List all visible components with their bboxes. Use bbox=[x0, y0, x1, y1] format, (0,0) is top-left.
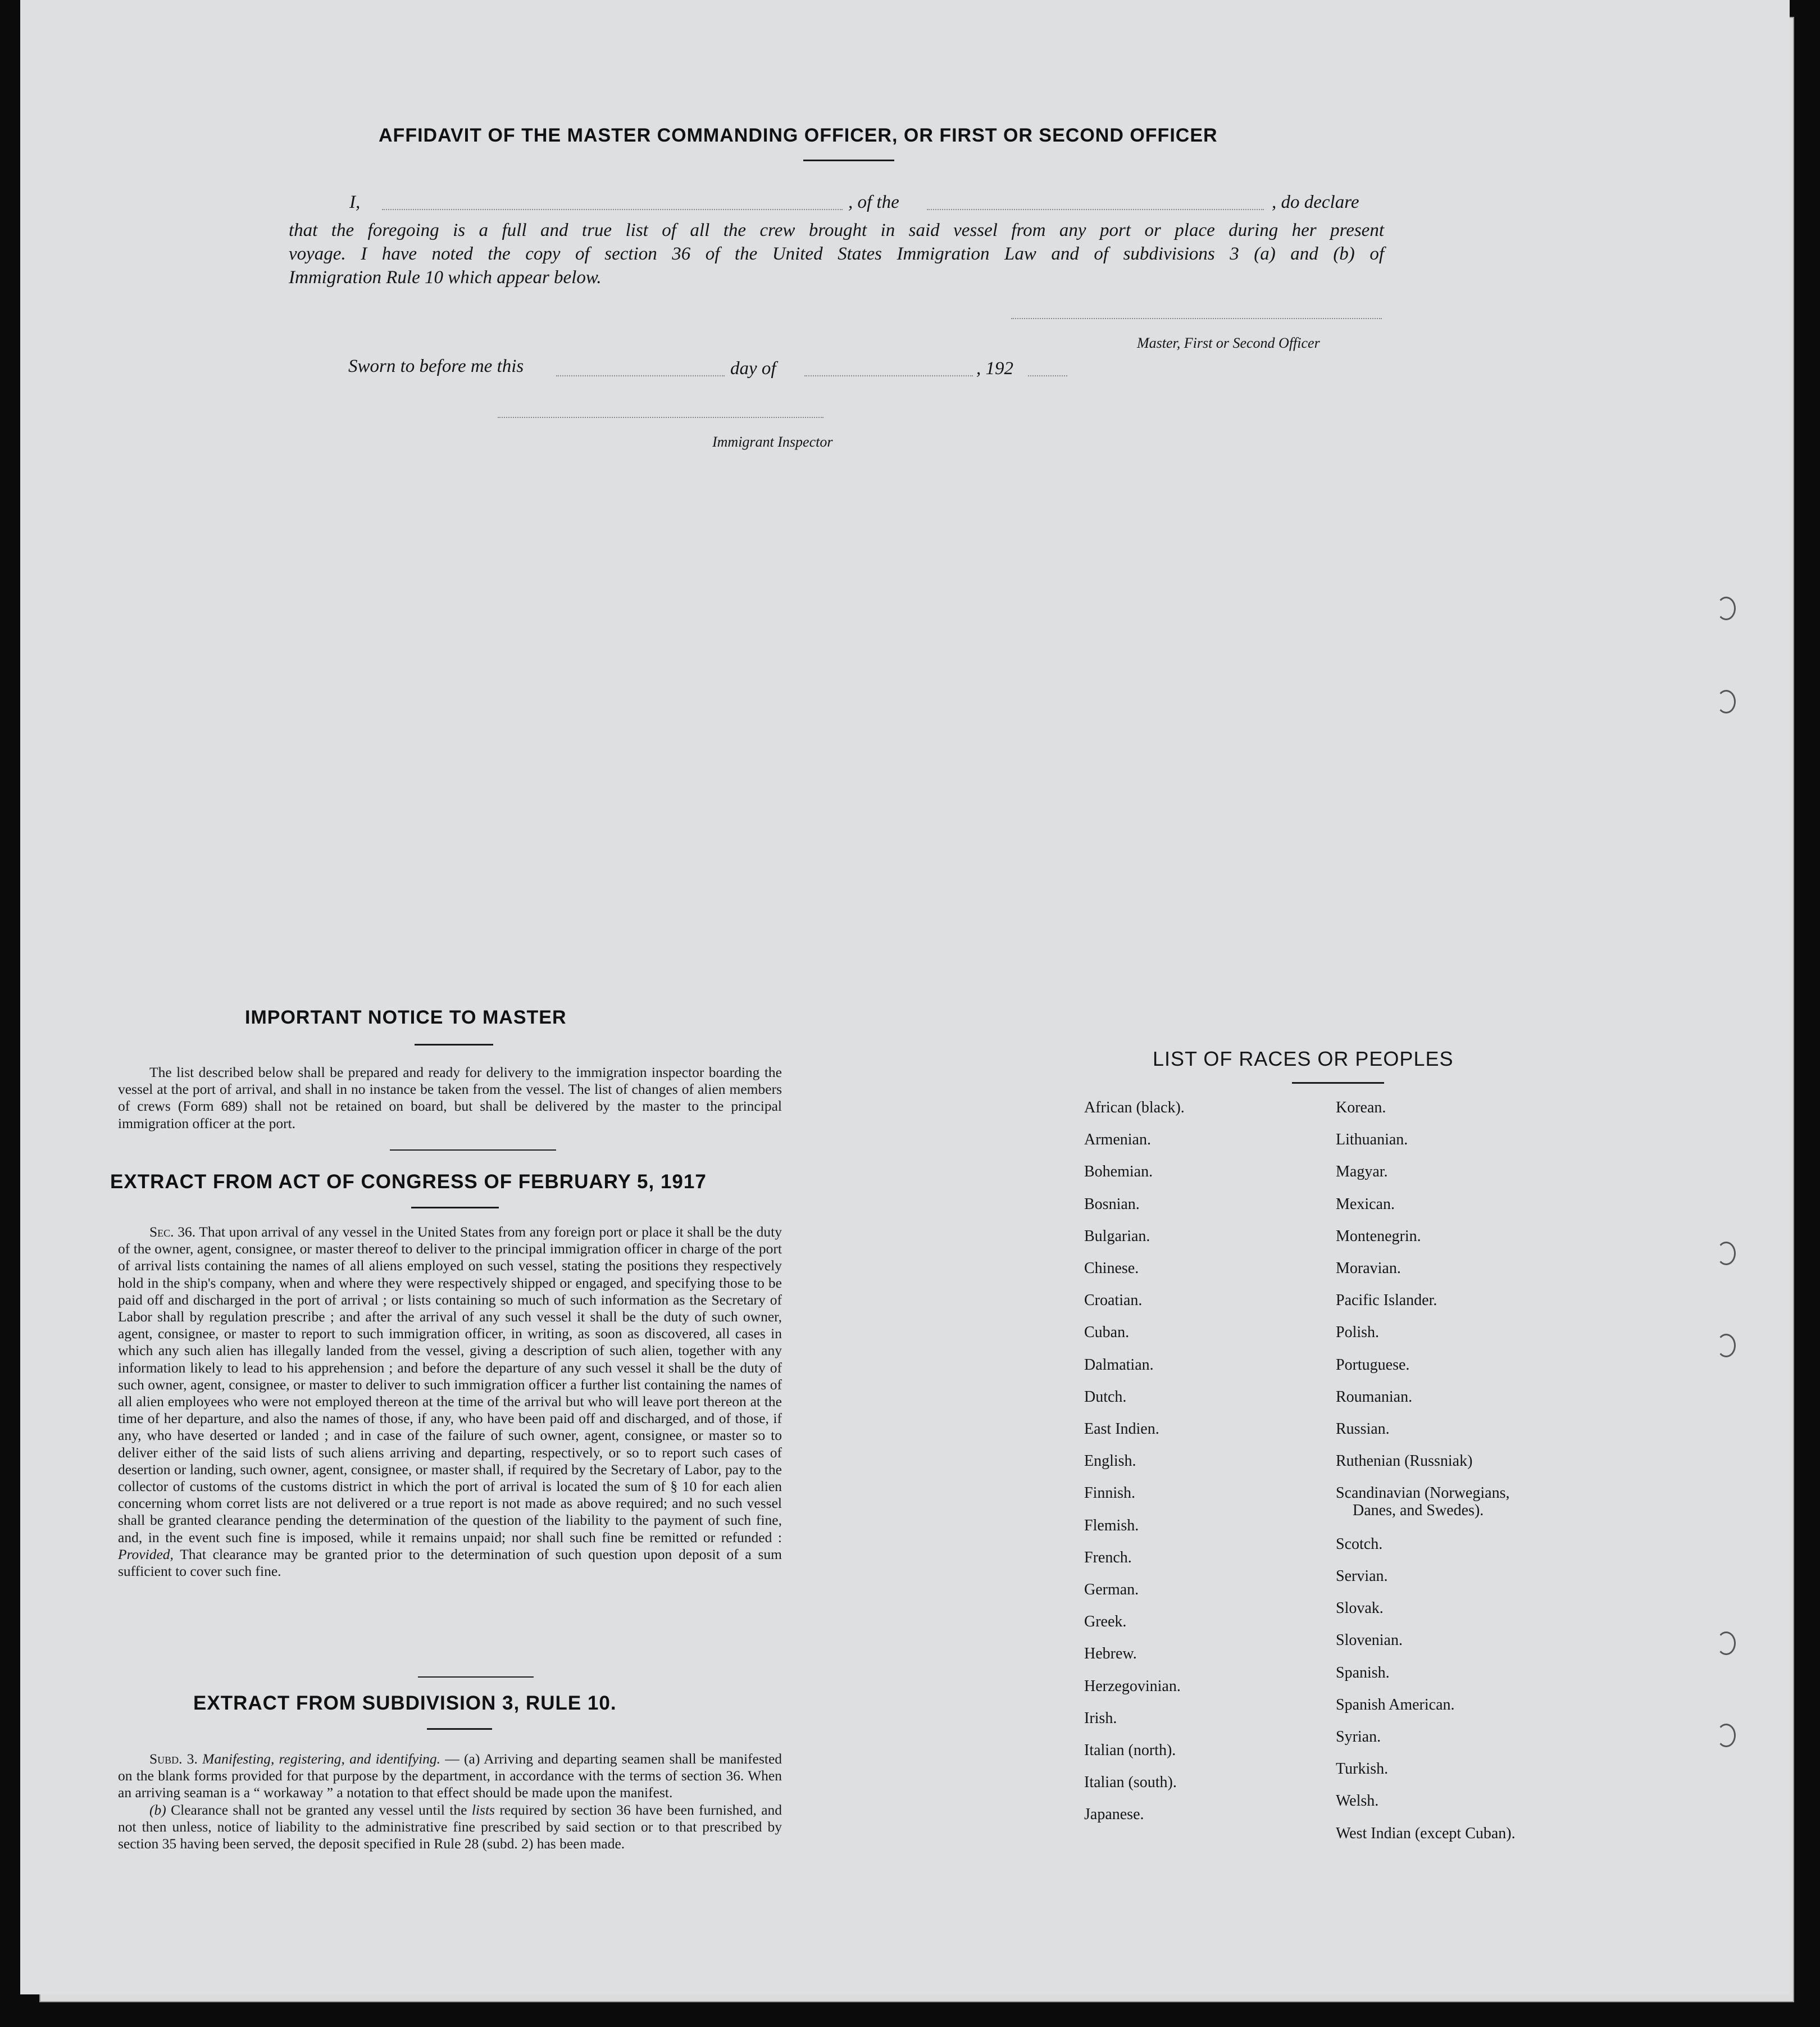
race-item: East Indien. bbox=[1084, 1420, 1159, 1438]
notice-underline bbox=[415, 1044, 493, 1046]
affidavit-title: AFFIDAVIT OF THE MASTER COMMANDING OFFICER, OR FIRST OR SECOND OFFICER bbox=[379, 125, 1218, 146]
rule-underline bbox=[427, 1728, 492, 1730]
race-item: French. bbox=[1084, 1548, 1132, 1566]
affidavit-line-1: that the foregoing is a full and true list of all the crew brought in said vessel from any port or place during her present bbox=[289, 220, 1384, 240]
race-item: English. bbox=[1084, 1452, 1136, 1470]
races-underline bbox=[1292, 1082, 1384, 1084]
provided-word: Provided, bbox=[118, 1546, 174, 1562]
race-item: Greek. bbox=[1084, 1613, 1127, 1631]
race-item: Italian (north). bbox=[1084, 1742, 1176, 1759]
race-item: Croatian. bbox=[1084, 1292, 1143, 1310]
rule-title: EXTRACT FROM SUBDIVISION 3, RULE 10. bbox=[193, 1692, 617, 1714]
master-signature-label: Master, First or Second Officer bbox=[1137, 335, 1320, 351]
race-item: Cuban. bbox=[1084, 1324, 1130, 1342]
affidavit-of-the: , of the bbox=[848, 192, 899, 212]
race-item: Korean. bbox=[1336, 1099, 1386, 1116]
race-item: Welsh. bbox=[1336, 1792, 1379, 1810]
race-item: Servian. bbox=[1336, 1567, 1388, 1585]
race-item: Slovenian. bbox=[1336, 1631, 1403, 1649]
sec-label: Sec. 36. bbox=[149, 1224, 196, 1240]
race-item: Italian (south). bbox=[1084, 1774, 1177, 1792]
race-item: African (black). bbox=[1084, 1099, 1185, 1116]
race-item: Mexican. bbox=[1336, 1195, 1395, 1213]
vessel-blank bbox=[927, 209, 1264, 210]
race-item: Roumanian. bbox=[1336, 1388, 1413, 1406]
affidavit-line-3: Immigration Rule 10 which appear below. bbox=[289, 267, 602, 288]
affidavit-i: I, bbox=[349, 192, 361, 212]
race-item: Polish. bbox=[1336, 1324, 1380, 1342]
races-title: LIST OF RACES OR PEOPLES bbox=[1153, 1047, 1454, 1070]
b-text-1: Clearance shall not be granted any vessel until the bbox=[171, 1801, 467, 1818]
race-item: Portuguese. bbox=[1336, 1356, 1410, 1374]
day-blank bbox=[556, 375, 725, 376]
inspector-signature-line bbox=[498, 417, 823, 418]
notice-text bbox=[118, 1064, 782, 1132]
race-item: Danes, and Swedes). bbox=[1353, 1501, 1484, 1519]
subd-title: Manifesting, registering, and identifying. bbox=[202, 1751, 441, 1767]
notice-title: IMPORTANT NOTICE TO MASTER bbox=[245, 1007, 567, 1028]
name-blank bbox=[382, 209, 843, 210]
race-item: Pacific Islander. bbox=[1336, 1292, 1437, 1310]
race-item: Herzegovinian. bbox=[1084, 1677, 1181, 1695]
master-signature-line bbox=[1011, 318, 1382, 319]
race-item: Dalmatian. bbox=[1084, 1356, 1154, 1374]
race-item: Flemish. bbox=[1084, 1516, 1139, 1534]
race-item: Dutch. bbox=[1084, 1388, 1127, 1406]
race-item: West Indian (except Cuban). bbox=[1336, 1824, 1516, 1842]
race-item: Japanese. bbox=[1084, 1806, 1144, 1824]
inspector-label: Immigrant Inspector bbox=[712, 434, 833, 450]
race-item: Syrian. bbox=[1336, 1728, 1381, 1746]
sworn-text: Sworn to before me this bbox=[348, 356, 524, 376]
race-item: Bulgarian. bbox=[1084, 1227, 1150, 1245]
b-label: (b) bbox=[149, 1801, 166, 1818]
race-item: Ruthenian (Russniak) bbox=[1336, 1452, 1473, 1470]
race-item: Lithuanian. bbox=[1336, 1131, 1408, 1149]
race-item: Bosnian. bbox=[1084, 1195, 1140, 1213]
race-item: Bohemian. bbox=[1084, 1163, 1153, 1181]
month-blank bbox=[804, 375, 973, 376]
act-divider bbox=[418, 1676, 534, 1678]
affidavit-do-declare: , do declare bbox=[1272, 192, 1359, 212]
binder-hole bbox=[1717, 597, 1736, 620]
race-item: Irish. bbox=[1084, 1709, 1117, 1727]
binder-hole bbox=[1717, 1334, 1736, 1357]
a-label: — (a) bbox=[445, 1751, 480, 1767]
binder-hole bbox=[1717, 1631, 1736, 1655]
act-body-end: That clearance may be granted prior to the determination of such question upon deposit of a sum sufficient to cover such fine. bbox=[118, 1546, 782, 1580]
binder-hole bbox=[1717, 1242, 1736, 1265]
year-text: , 192 bbox=[976, 358, 1013, 379]
race-item: Turkish. bbox=[1336, 1760, 1389, 1778]
subd-label: Subd. 3. bbox=[149, 1751, 198, 1767]
race-item: Magyar. bbox=[1336, 1163, 1388, 1181]
a-text: Arriving and departing seamen shall be manifested on the blank forms provided for that purpose by the department, in accordance with the terms of section 36. When an arriving seaman is a “ workaway ” a notation to that effect should be made upon the manifest. bbox=[118, 1751, 782, 1801]
race-item: Chinese. bbox=[1084, 1260, 1139, 1277]
b-text-2: required by section 36 have been furnished, and not then unless, notice of liability to the administrative fine prescribed by said section or to that prescribed by section 35 having been served, the deposit specified in Rule 28 (subd. 2) has been made. bbox=[118, 1801, 782, 1852]
race-item: Spanish American. bbox=[1336, 1696, 1455, 1714]
title-underline bbox=[803, 160, 894, 161]
race-item: Armenian. bbox=[1084, 1131, 1151, 1149]
affidavit-line-2: voyage. I have noted the copy of section 36 of the United States Immigration Law and of subdivisions 3 (a) and (b) of bbox=[289, 244, 1384, 264]
act-body: That upon arrival of any vessel in the United States from any foreign port or place it shall be the duty of the owner, agent, consignee, or master thereof to deliver to the principal immigration officer in charge of the port of arrival lists containing the names of all aliens employed on such vessel, stating the positions they respectively hold in the ship's company, when and where they were respectively shipped or engaged, and specifying those to be paid off and discharged in the port of arrival ; or lists containing so much of such information as the Secretary of Labor shall by regulation prescribe ; and after the arrival of any such vessel it shall be the duty of such owner, agent, consignee, or master to report to such immigration officer, in writing, as soon as discovered, all cases in which any such alien has illegally landed from the vessel, giving a description of such alien, together with any information likely to lead to his apprehension ; and before the departure of any such vessel it shall be the duty of such owner, agent, consignee, or master to deliver to such immigration officer a further list containing the names of all alien employees who were not employed thereon at the time of the arrival but who will leave port thereon at the time of her departure, and also the names of those, if any, who have been paid off and discharged, and of those, if any, who have deserted or landed ; and in case of the failure of such owner, agent, consignee, or master so to deliver either of the said lists of such aliens arriving and departing, respectively, or so to report such cases of desertion or landing, such owner, agent, consignee, or master shall, if required by the Secretary of Labor, pay to the collector of customs of the customs district in which the port of arrival is located the sum of § 10 for each alien concerning whom corret lists are not delivered or a true report is not made as above required; and no such vessel shall be granted clearance pending the determination of the question of the liability to the payment of such fine, and, in the event such fine is imposed, while it remains unpaid; nor shall such fine be remitted or refunded : bbox=[118, 1224, 782, 1546]
race-item: Moravian. bbox=[1336, 1260, 1401, 1277]
race-item: German. bbox=[1084, 1581, 1139, 1598]
race-item: Hebrew. bbox=[1084, 1645, 1137, 1663]
race-item: Slovak. bbox=[1336, 1599, 1384, 1617]
binder-hole bbox=[1717, 690, 1736, 713]
year-blank bbox=[1028, 375, 1067, 376]
race-item: Scandinavian (Norwegians, bbox=[1336, 1484, 1510, 1502]
race-item: Spanish. bbox=[1336, 1664, 1390, 1681]
rule-text bbox=[118, 1751, 782, 1852]
notice-divider bbox=[390, 1149, 556, 1151]
b-lists: lists bbox=[471, 1801, 495, 1818]
act-underline bbox=[411, 1207, 499, 1208]
day-of-text: day of bbox=[730, 358, 776, 379]
act-text bbox=[118, 1224, 782, 1580]
binder-hole bbox=[1717, 1724, 1736, 1747]
notice-paragraph: The list described below shall be prepared and ready for delivery to the immigration inspector boarding the vessel at the port of arrival, and shall in no instance be taken from the vessel. The list of changes of alien members of crews (Form 689) shall not be retained on board, but shall be delivered by the master to the principal immigration officer at the port. bbox=[118, 1064, 782, 1131]
race-item: Finnish. bbox=[1084, 1484, 1136, 1502]
race-item: Montenegrin. bbox=[1336, 1227, 1421, 1245]
race-item: Russian. bbox=[1336, 1420, 1390, 1438]
race-item: Scotch. bbox=[1336, 1535, 1383, 1553]
act-title: EXTRACT FROM ACT OF CONGRESS OF FEBRUARY 5, 1917 bbox=[110, 1171, 707, 1193]
